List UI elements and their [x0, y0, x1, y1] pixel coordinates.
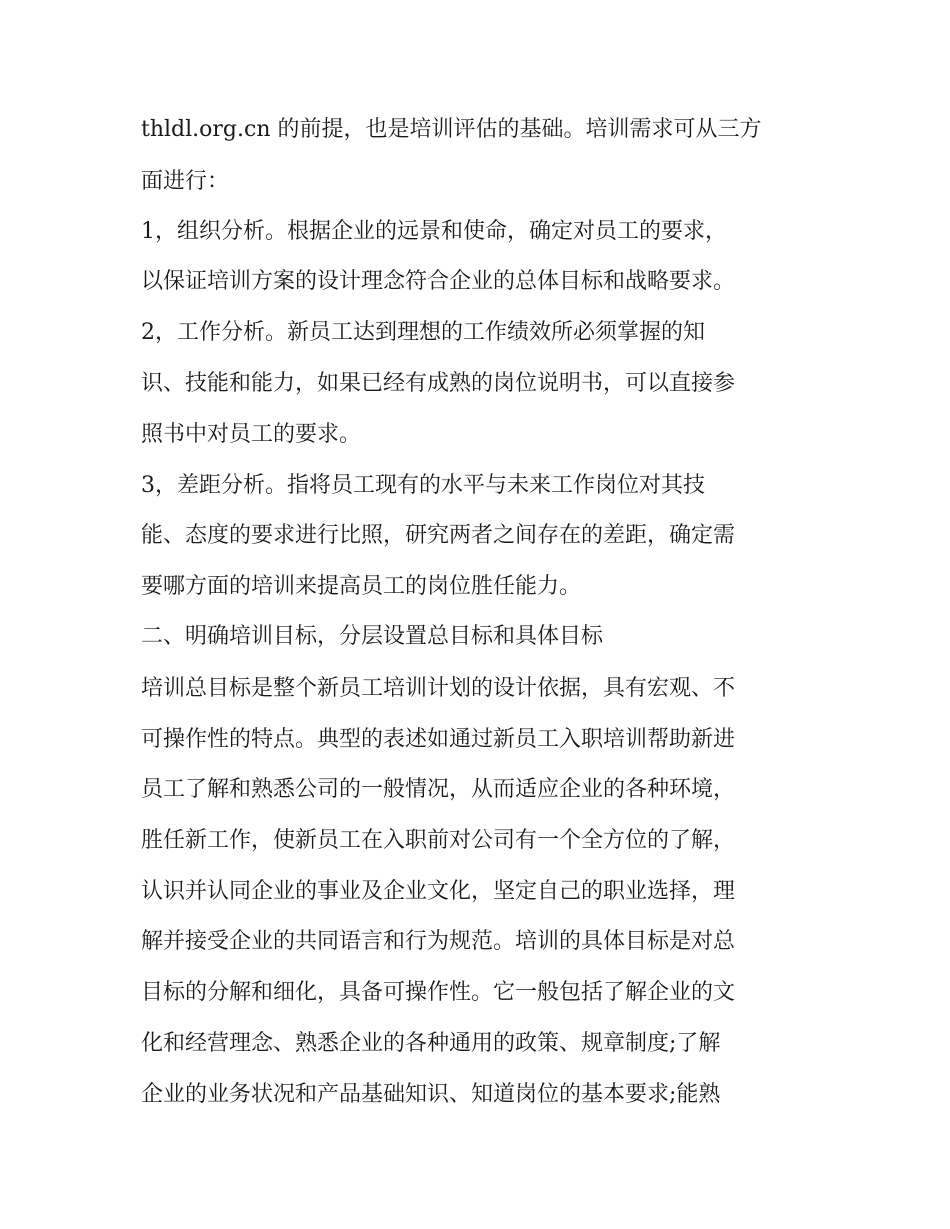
text-line: 胜任新工作，使新员工在入职前对公司有一个全方位的了解， [141, 828, 736, 853]
text-line: 要哪方面的培训来提高员工的岗位胜任能力。 [141, 574, 582, 599]
text-line: 3，差距分析。指将员工现有的水平与未来工作岗位对其技 [141, 473, 705, 498]
text-line: 员工了解和熟悉公司的一般情况，从而适应企业的各种环境， [141, 777, 736, 802]
text-line: 企业的业务状况和产品基础知识、知道岗位的基本要求;能熟 [141, 1082, 721, 1107]
text-line: 可操作性的特点。典型的表述如通过新员工入职培训帮助新进 [141, 727, 736, 752]
text-line: 以保证培训方案的设计理念符合企业的总体目标和战略要求。 [141, 269, 736, 294]
text-line: 识、技能和能力，如果已经有成熟的岗位说明书，可以直接参 [141, 371, 736, 396]
text-line: 认识并认同企业的事业及企业文化，坚定自己的职业选择，理 [141, 879, 736, 904]
text-line: 解并接受企业的共同语言和行为规范。培训的具体目标是对总 [141, 929, 736, 954]
text-line: 目标的分解和细化，具备可操作性。它一般包括了解企业的文 [141, 980, 736, 1005]
text-line: 面进行： [141, 169, 230, 194]
text-line: 2，工作分析。新员工达到理想的工作绩效所必须掌握的知 [141, 320, 705, 345]
text-line: 能、态度的要求进行比照，研究两者之间存在的差距，确定需 [141, 523, 736, 548]
section-heading: 二、明确培训目标，分层设置总目标和具体目标 [141, 624, 604, 649]
text-line: 1，组织分析。根据企业的远景和使命，确定对员工的要求， [141, 219, 727, 244]
text-line: 培训总目标是整个新员工培训计划的设计依据，具有宏观、不 [141, 676, 736, 701]
text-line: 照书中对员工的要求。 [141, 422, 362, 447]
text-line: thldl.org.cn 的前提，也是培训评估的基础。培训需求可从三方 [141, 117, 762, 142]
text-line: 化和经营理念、熟悉企业的各种通用的政策、规章制度;了解 [141, 1031, 721, 1056]
